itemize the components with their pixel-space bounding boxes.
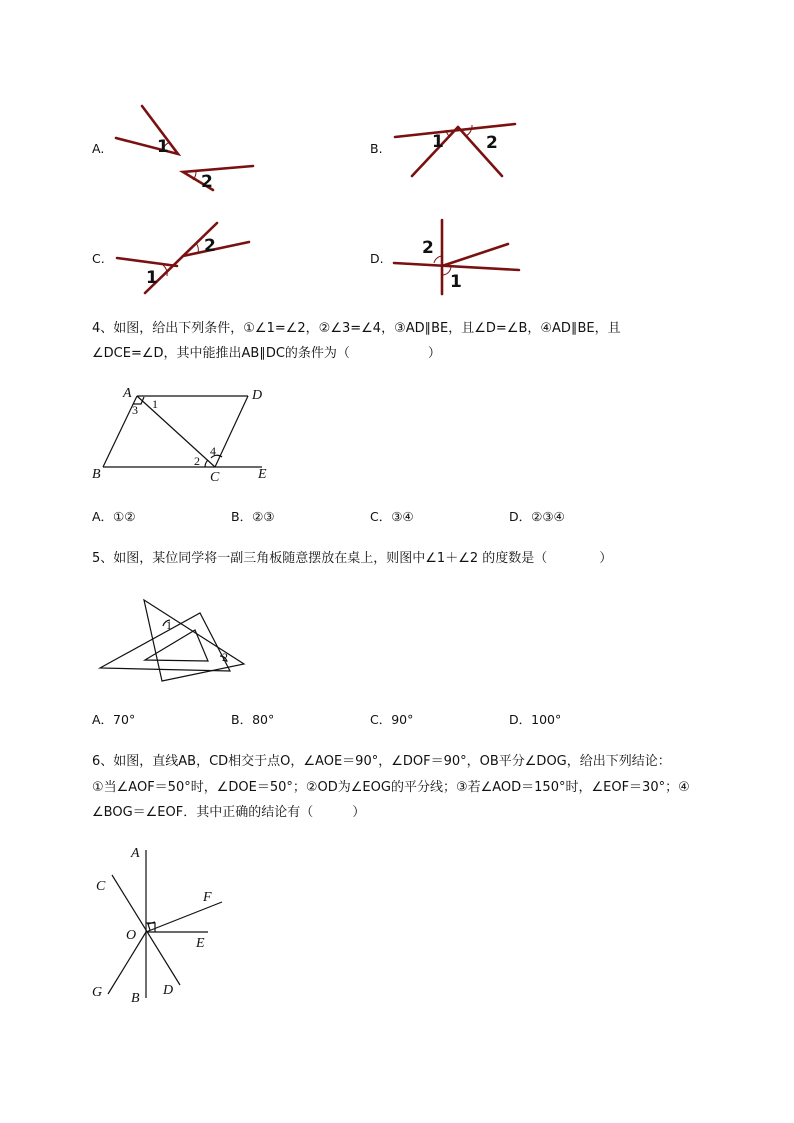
q4-option-c: C．③④ <box>370 509 414 524</box>
q6-label-b: B <box>131 991 140 1006</box>
q4-angle-1: 1 <box>152 397 158 411</box>
q3-b-label2: 2 <box>486 133 498 153</box>
q4-stem-line1: 4、如图，给出下列条件，①∠1=∠2，②∠3=∠4，③AD∥BE，且∠D=∠B，④AD∥BE，且 <box>92 321 621 336</box>
q5-option-b: B．80° <box>231 712 275 727</box>
q3-a-label2: 2 <box>201 172 213 192</box>
q4-angle-2: 2 <box>194 454 200 468</box>
q5-angle-2: 2 <box>222 650 228 664</box>
q5-option-c: C．90° <box>370 712 414 727</box>
q3-option-b-letter: B. <box>370 141 383 156</box>
q4-label-b: B <box>92 467 101 482</box>
q5-stem: 5、如图，某位同学将一副三角板随意摆放在桌上，则图中∠1＋∠2 的度数是（ ） <box>92 551 613 566</box>
q3-d-label2: 2 <box>422 238 434 258</box>
q6-label-g: G <box>92 985 103 1000</box>
q4-option-a: A．①② <box>92 509 136 524</box>
q4-label-a: A <box>123 386 132 401</box>
q6-label-d: D <box>163 983 174 998</box>
q4-label-d: D <box>252 388 263 403</box>
q6-stem-line1: 6、如图，直线AB，CD相交于点O，∠AOE＝90°，∠DOF＝90°，OB平分∠DOG，给出下列结论： <box>92 754 671 769</box>
q6-label-o: O <box>126 928 137 943</box>
q3-a-label1: 1 <box>157 137 169 157</box>
q4-label-c: C <box>210 470 220 485</box>
q3-option-c-letter: C. <box>92 251 105 266</box>
q3-option-a-letter: A. <box>92 141 105 156</box>
q5-angle-1: 1 <box>166 618 172 632</box>
q6-stem-line2: ①当∠AOF＝50°时，∠DOE＝50°；②OD为∠EOG的平分线；③若∠AOD＝150°时，∠EOF＝30°；④ <box>92 780 690 795</box>
q4-option-b: B．②③ <box>231 509 275 524</box>
q3-d-label1: 1 <box>450 272 462 292</box>
q4-label-e: E <box>258 467 267 482</box>
q6-label-e: E <box>196 936 205 951</box>
q4-angle-3: 3 <box>132 403 138 417</box>
q3-c-label2: 2 <box>204 236 216 256</box>
q6-label-c: C <box>96 879 106 894</box>
q6-label-a: A <box>131 846 140 861</box>
q6-stem-line3: ∠BOG＝∠EOF．其中正确的结论有（ ） <box>92 805 366 820</box>
q3-b-label1: 1 <box>432 132 444 152</box>
q4-option-d: D．②③④ <box>509 509 565 524</box>
q3-option-d-letter: D. <box>370 251 384 266</box>
q6-label-f: F <box>203 890 212 905</box>
q3-c-label1: 1 <box>146 268 158 288</box>
q5-option-d: D．100° <box>509 712 562 727</box>
q4-angle-4: 4 <box>210 444 216 458</box>
q5-option-a: A．70° <box>92 712 136 727</box>
q4-stem-line2: ∠DCE=∠D，其中能推出AB∥DC的条件为（ ） <box>92 346 441 361</box>
